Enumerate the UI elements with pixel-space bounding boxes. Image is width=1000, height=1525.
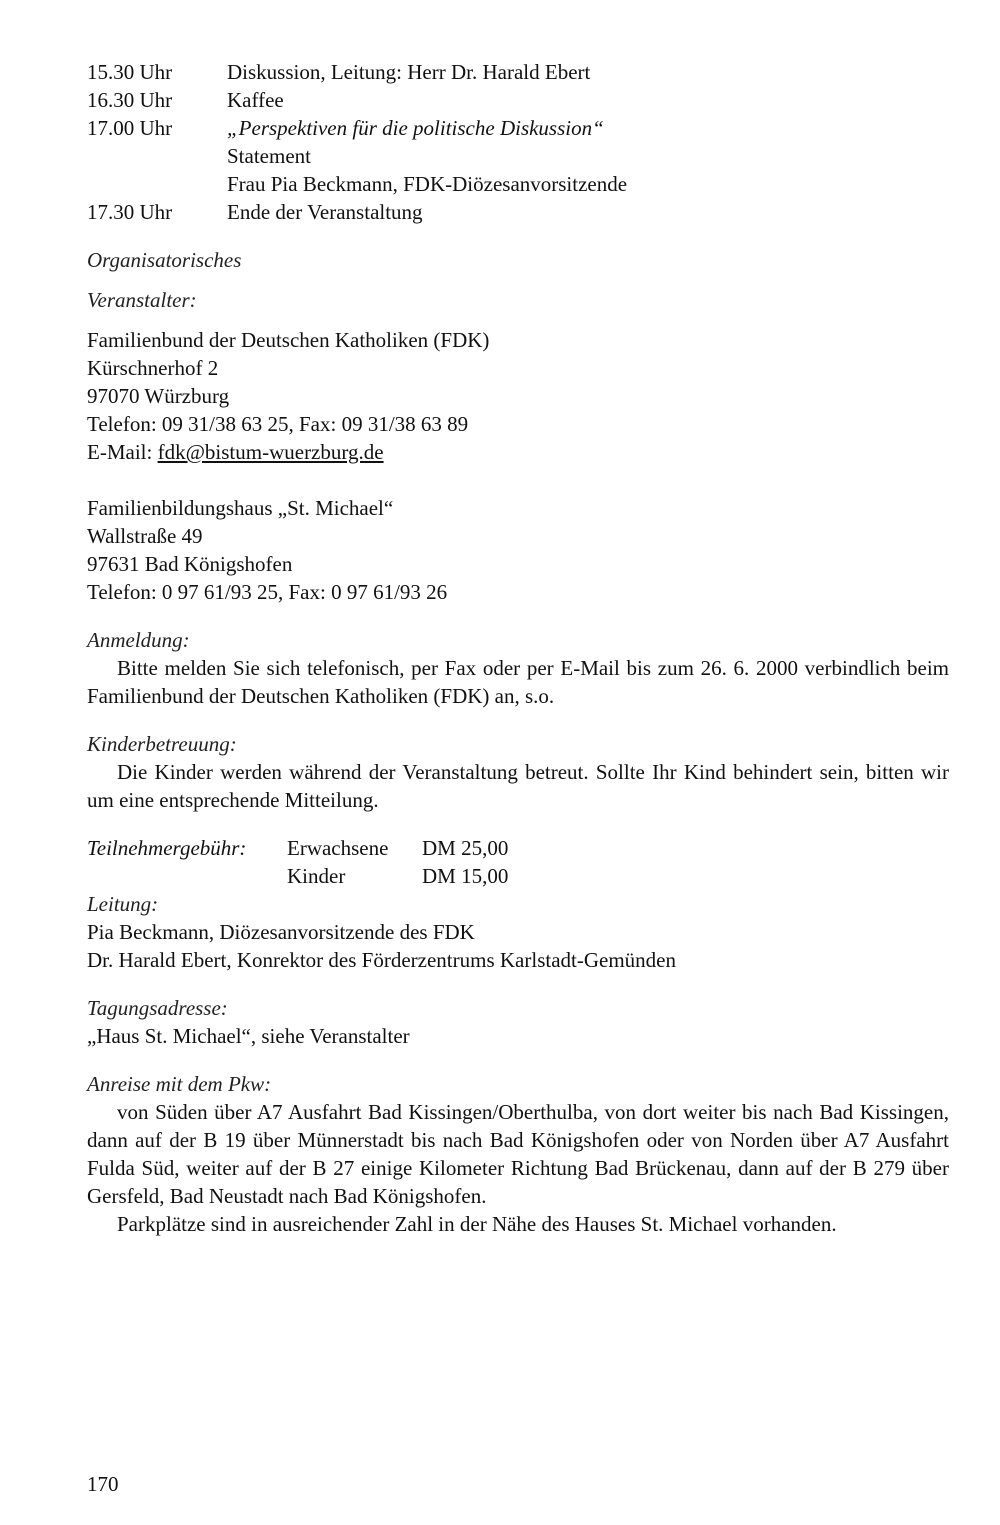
organizer-address-fdk	[87, 326, 949, 466]
schedule-description: Kaffee	[227, 88, 284, 112]
schedule-row	[87, 114, 949, 142]
address-line: Kürschnerhof 2	[87, 356, 219, 380]
address-line: Familienbildungshaus „St. Michael“	[87, 496, 394, 520]
fee-label: Teilnehmergebühr:	[87, 836, 247, 860]
fee-category: Erwachsene	[287, 836, 389, 860]
address-line: Wallstraße 49	[87, 524, 203, 548]
schedule-time: 16.30 Uhr	[87, 88, 173, 112]
program-schedule	[87, 58, 949, 226]
leitung-line: Dr. Harald Ebert, Konrektor des Förderzentrums Karlstadt-Gemünden	[87, 948, 676, 972]
fee-row	[87, 862, 949, 890]
schedule-speaker: Frau Pia Beckmann, FDK-Diözesanvorsitzende	[227, 172, 628, 196]
address-line: Telefon: 09 31/38 63 25, Fax: 09 31/38 63 89	[87, 412, 469, 436]
schedule-row	[87, 86, 949, 114]
tagungsadresse-text: „Haus St. Michael“, siehe Veranstalter	[87, 1024, 410, 1048]
section-heading-tagungsadresse: Tagungsadresse:	[87, 996, 228, 1020]
document-page	[87, 58, 949, 1238]
address-line: Familienbund der Deutschen Katholiken (FDK)	[87, 328, 490, 352]
schedule-row	[87, 142, 949, 170]
page-number: 170	[87, 1472, 119, 1496]
email-label: E-Mail:	[87, 440, 158, 464]
schedule-time: 15.30 Uhr	[87, 60, 173, 84]
anreise-parking: Parkplätze sind in ausreichender Zahl in der Nähe des Hauses St. Michael vorhanden.	[117, 1212, 837, 1236]
email-line	[87, 438, 949, 466]
schedule-talk-title: „Perspektiven für die politische Diskussion“	[227, 116, 604, 140]
schedule-description: Diskussion, Leitung: Herr Dr. Harald Ebert	[227, 60, 591, 84]
section-heading-organisatorisches: Organisatorisches	[87, 248, 242, 272]
fee-row	[87, 834, 949, 862]
fee-category: Kinder	[287, 864, 346, 888]
section-heading-anmeldung: Anmeldung:	[87, 628, 190, 652]
address-line: 97631 Bad Königshofen	[87, 552, 293, 576]
section-heading-veranstalter: Veranstalter:	[87, 288, 197, 312]
schedule-row	[87, 170, 949, 198]
fee-price: DM 25,00	[422, 836, 509, 860]
section-heading-anreise: Anreise mit dem Pkw:	[87, 1072, 272, 1096]
schedule-row	[87, 198, 949, 226]
schedule-time: 17.30 Uhr	[87, 200, 173, 224]
email-link[interactable]: fdk@bistum-wuerzburg.de	[157, 440, 384, 464]
kinderbetreuung-text: Die Kinder werden während der Veranstaltung betreut. Sollte Ihr Kind behindert sein, bitten wir um eine entsprechende Mitteilung.	[87, 760, 949, 812]
fee-price: DM 15,00	[422, 864, 509, 888]
schedule-row	[87, 58, 949, 86]
organizer-address-st-michael	[87, 494, 949, 606]
address-line: 97070 Würzburg	[87, 384, 230, 408]
schedule-time: 17.00 Uhr	[87, 116, 173, 140]
anreise-paragraph: von Süden über A7 Ausfahrt Bad Kissingen/Oberthulba, von dort weiter bis nach Bad Kissingen, dann auf der B 19 über Münnerstadt bis nach Bad Königshofen oder von Norden über A7 Ausfahrt Fulda Süd, weiter auf der B 27 einige Kilometer Richtung Bad Brückenau, dann auf der B 279 über Gersfeld, Bad Neustadt nach Bad Königshofen.	[87, 1100, 949, 1208]
schedule-description: Ende der Veranstaltung	[227, 200, 423, 224]
address-line: Telefon: 0 97 61/93 25, Fax: 0 97 61/93 26	[87, 580, 448, 604]
fee-table	[87, 834, 949, 890]
anmeldung-text: Bitte melden Sie sich telefonisch, per Fax oder per E-Mail bis zum 26. 6. 2000 verbindlich beim Familienbund der Deutschen Katholiken (FDK) an, s.o.	[87, 656, 949, 708]
section-heading-kinderbetreuung: Kinderbetreuung:	[87, 732, 237, 756]
leitung-line: Pia Beckmann, Diözesanvorsitzende des FDK	[87, 920, 475, 944]
schedule-description: Statement	[227, 144, 311, 168]
section-heading-leitung: Leitung:	[87, 892, 159, 916]
